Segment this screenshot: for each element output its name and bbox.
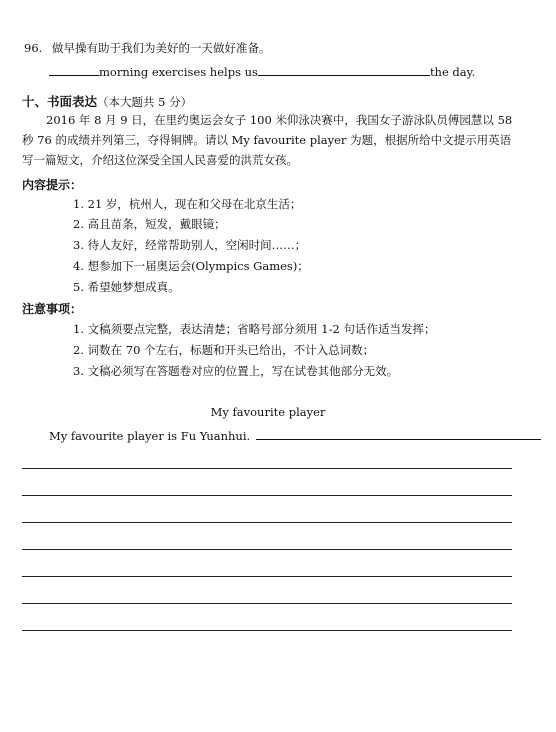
- notes-label: 注意事项：: [22, 302, 83, 316]
- hint-item: 1. 21 岁，杭州人，现在和父母在北京生活；: [73, 197, 302, 211]
- question-text: 做早操有助于我们为美好的一天做好准备。: [51, 41, 271, 55]
- note-item: 2. 词数在 70 个左右，标题和开头已给出，不计入总词数；: [73, 343, 375, 357]
- answer-blank-1[interactable]: [49, 64, 99, 76]
- question-96-answer-line: [49, 64, 475, 79]
- writing-blank[interactable]: [256, 428, 541, 440]
- hint-item: 4. 想参加下一届奥运会(Olympics Games)；: [73, 259, 309, 273]
- question-number: 96.: [24, 41, 43, 55]
- writing-line[interactable]: [22, 549, 512, 550]
- writing-line[interactable]: [22, 468, 512, 469]
- essay-opening-sentence: My favourite player is Fu Yuanhui.: [49, 429, 251, 443]
- section-heading: [22, 92, 192, 110]
- note-item: 1. 文稿须要点完整，表达清楚；省略号部分须用 1-2 句话作适当发挥；: [73, 322, 436, 336]
- hint-item: 5. 希望她梦想成真。: [73, 280, 180, 294]
- note-item: 3. 文稿必须写在答题卷对应的位置上，写在试卷其他部分无效。: [73, 364, 399, 378]
- section-title: 十、书面表达: [22, 94, 98, 109]
- writing-line[interactable]: [22, 576, 512, 577]
- hints-label: 内容提示：: [22, 178, 83, 192]
- writing-line[interactable]: [22, 630, 512, 631]
- question-96-prompt: [24, 40, 270, 56]
- essay-opening-line: [49, 428, 541, 443]
- writing-line[interactable]: [22, 603, 512, 604]
- essay-title: My favourite player: [210, 405, 326, 419]
- hint-item: 2. 高且苗条，短发，戴眼镜；: [73, 217, 226, 231]
- writing-line[interactable]: [22, 495, 512, 496]
- sentence-part-1: morning exercises helps us: [99, 65, 258, 79]
- answer-blank-2[interactable]: [258, 64, 430, 76]
- task-intro-paragraph: 2016 年 8 月 9 日，在里约奥运会女子 100 米仰泳决赛中，我国女子游泳队员傅园慧以 58 秒 76 的成绩并列第三，夺得铜牌。请以 My favourite player 为题，根据所给中文提示用英语写一篇短文，介绍这位深受全国人民喜爱的洪荒女孩。: [22, 113, 513, 167]
- sentence-part-2: the day.: [429, 65, 476, 79]
- hint-item: 3. 待人友好，经常帮助别人，空闲时间……；: [73, 238, 307, 252]
- section-score-note: （本大题共 5 分）: [97, 95, 193, 109]
- writing-line[interactable]: [22, 522, 512, 523]
